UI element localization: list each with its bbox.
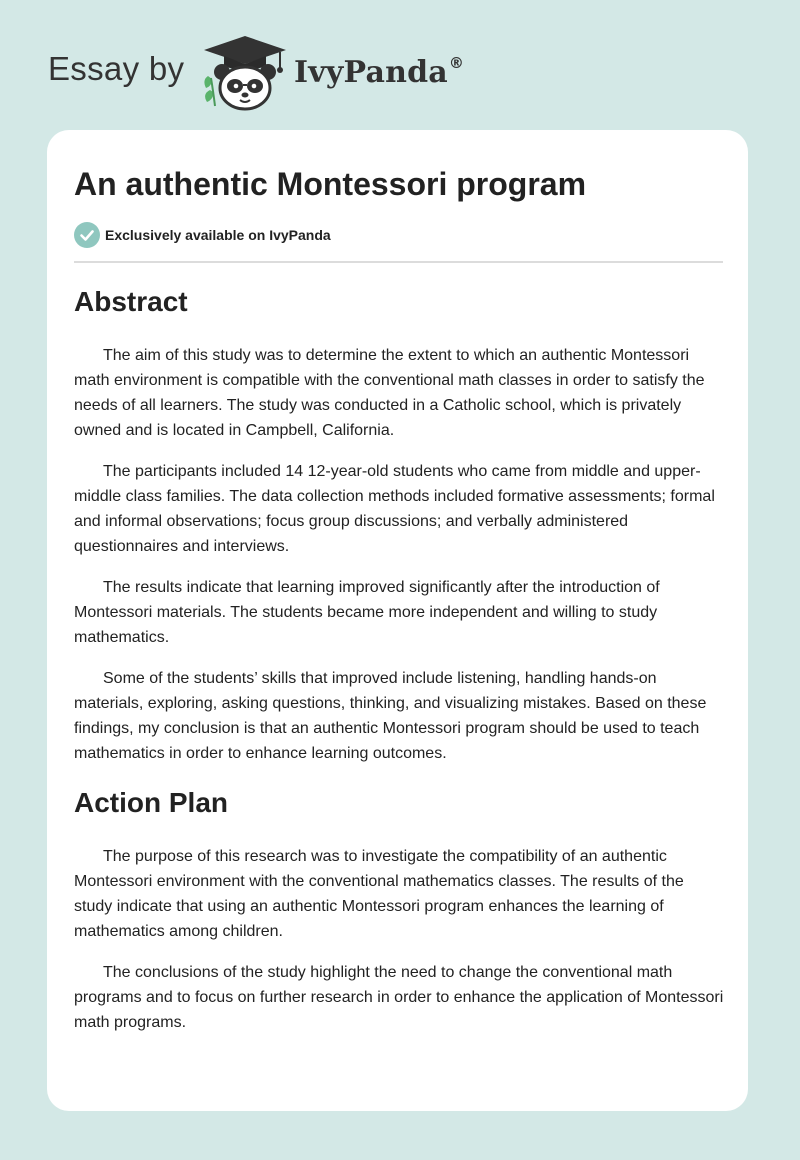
- paragraph: The conclusions of the study highlight the need to change the conventional math programs and to focus on further research in order to enhance the application of Montessori math programs.: [74, 964, 724, 1031]
- essay-body: [74, 280, 724, 1035]
- panda-graduate-icon[interactable]: [198, 32, 292, 112]
- section-heading-abstract: Abstract: [74, 286, 188, 317]
- paragraph: Some of the students’ skills that improved include listening, handling hands-on materials, exploring, asking questions, thinking, and visualizing mistakes. Based on these findings, my conclusion is that an authentic Montessori program should be used to teach mathematics in order to enhance learning outcomes.: [74, 670, 707, 762]
- site-header: [0, 0, 800, 130]
- brand-prefix: Essay by: [48, 50, 185, 87]
- paragraph: The participants included 14 12-year-old students who came from middle and upper-middle class families. The data collection methods included formative assessments; formal and informal observations; focus group discussions; and verbally administered questionnaires and interviews.: [74, 463, 715, 555]
- paragraph: The results indicate that learning improved significantly after the introduction of Montessori materials. The students became more independent and willing to study mathematics.: [74, 579, 660, 646]
- registered-mark: ®: [448, 54, 465, 72]
- check-circle-icon: [74, 222, 100, 248]
- essay-card: [47, 130, 748, 1111]
- brand-name[interactable]: IvyPanda®: [294, 54, 465, 90]
- badge-text: Exclusively available on IvyPanda: [105, 227, 331, 243]
- page-title: An authentic Montessori program: [74, 166, 587, 202]
- paragraph: The aim of this study was to determine the extent to which an authentic Montessori math environment is compatible with the conventional math classes in order to satisfy the needs of all learners. The study was conducted in a Catholic school, which is privately owned and is located in Campbell, California.: [74, 347, 705, 439]
- exclusive-badge: [74, 222, 331, 248]
- paragraph: The purpose of this research was to investigate the compatibility of an authentic Montessori environment with the conventional mathematics classes. The results of the study indicate that using an authentic Montessori program enhances the learning of mathematics among children.: [74, 848, 684, 940]
- section-heading-action-plan: Action Plan: [74, 787, 229, 818]
- title-divider: [74, 261, 723, 263]
